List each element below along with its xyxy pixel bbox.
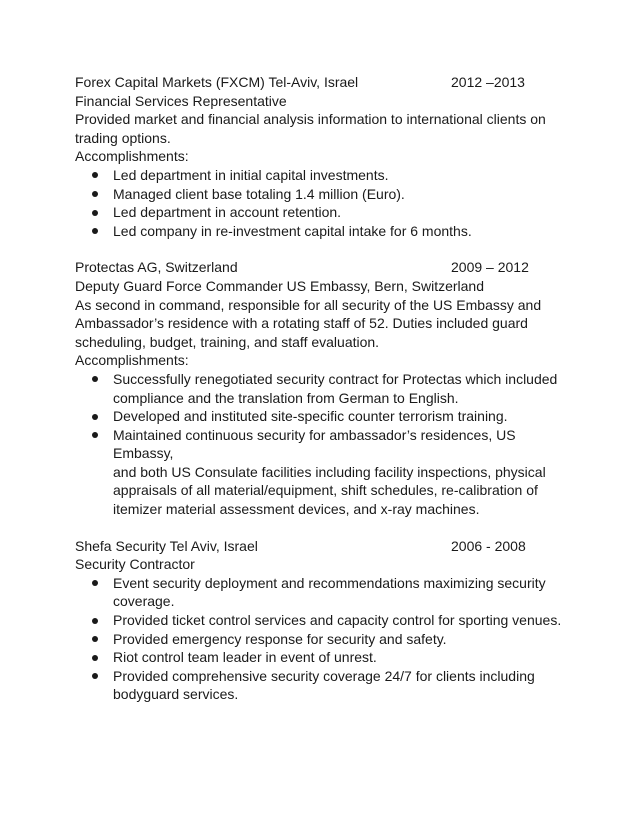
job-dates: 2009 – 2012 — [451, 259, 529, 276]
list-item-line: Managed client base totaling 1.4 million (Euro). — [113, 185, 405, 202]
company-name: Protectas AG, Switzerland — [75, 259, 238, 276]
accomplishments-list — [75, 166, 575, 240]
job-dates: 2006 - 2008 — [451, 537, 526, 554]
list-item — [75, 203, 575, 222]
job-header — [75, 258, 575, 277]
job-title: Security Contractor — [75, 556, 195, 573]
list-item-line: Provided emergency response for security and safety. — [113, 630, 447, 647]
job-description-line: Ambassador’s residence with a rotating staff of 52. Duties included guard — [75, 315, 528, 332]
list-item-line: Led company in re-investment capital intake for 6 months. — [113, 222, 472, 239]
job-description-line: As second in command, responsible for all security of the US Embassy and — [75, 296, 542, 313]
list-item-line: bodyguard services. — [113, 686, 239, 703]
list-item-line: itemizer material assessment devices, and x-ray machines. — [113, 501, 480, 518]
job-entry-fxcm — [75, 73, 575, 240]
list-item — [75, 574, 575, 611]
list-item-line: Successfully renegotiated security contract for Protectas which included — [113, 370, 558, 387]
list-item-line: and both US Consulate facilities including facility inspections, physical — [113, 463, 546, 480]
job-entry-protectas — [75, 258, 575, 518]
company-name: Forex Capital Markets (FXCM) Tel-Aviv, Israel — [75, 74, 359, 90]
list-item — [75, 222, 575, 241]
list-item-line: Provided comprehensive security coverage 24/7 for clients including — [113, 667, 535, 684]
job-header — [75, 537, 575, 556]
list-item — [75, 370, 575, 407]
list-item-line: appraisals of all material/equipment, shift schedules, re-calibration of — [113, 482, 538, 499]
list-item — [75, 426, 575, 519]
list-item-line: Riot control team leader in event of unrest. — [113, 649, 377, 666]
accomplishments-label: Accomplishments: — [75, 148, 189, 165]
list-item-line: Maintained continuous security for ambassador’s residences, US Embassy, — [113, 426, 516, 462]
company-name: Shefa Security Tel Aviv, Israel — [75, 537, 258, 554]
list-item — [75, 166, 575, 185]
list-item — [75, 630, 575, 649]
list-item — [75, 407, 575, 426]
list-item-line: Provided ticket control services and capacity control for sporting venues. — [113, 612, 562, 629]
list-item — [75, 667, 575, 704]
list-item — [75, 185, 575, 204]
job-entry-shefa — [75, 537, 575, 704]
accomplishments-list — [75, 574, 575, 704]
accomplishments-label: Accomplishments: — [75, 352, 189, 369]
job-title: Financial Services Representative — [75, 92, 287, 109]
job-description-line: scheduling, budget, training, and staff evaluation. — [75, 333, 380, 350]
list-item-line: Led department in account retention. — [113, 204, 342, 221]
job-description-line: Provided market and financial analysis information to international clients on — [75, 111, 546, 128]
list-item-line: Developed and instituted site-specific counter terrorism training. — [113, 408, 508, 425]
job-title: Deputy Guard Force Commander US Embassy, Bern, Switzerland — [75, 277, 485, 294]
list-item-line: Event security deployment and recommendations maximizing security — [113, 574, 546, 591]
list-item-line: Led department in initial capital investments. — [113, 166, 389, 183]
job-header — [75, 73, 575, 92]
job-dates: 2012 –2013 — [451, 74, 525, 90]
accomplishments-list — [75, 370, 575, 519]
list-item-line: coverage. — [113, 593, 175, 610]
list-item — [75, 648, 575, 667]
resume-page — [75, 73, 575, 722]
job-description-line: trading options. — [75, 129, 171, 146]
list-item — [75, 611, 575, 630]
list-item-line: compliance and the translation from German to English. — [113, 389, 459, 406]
